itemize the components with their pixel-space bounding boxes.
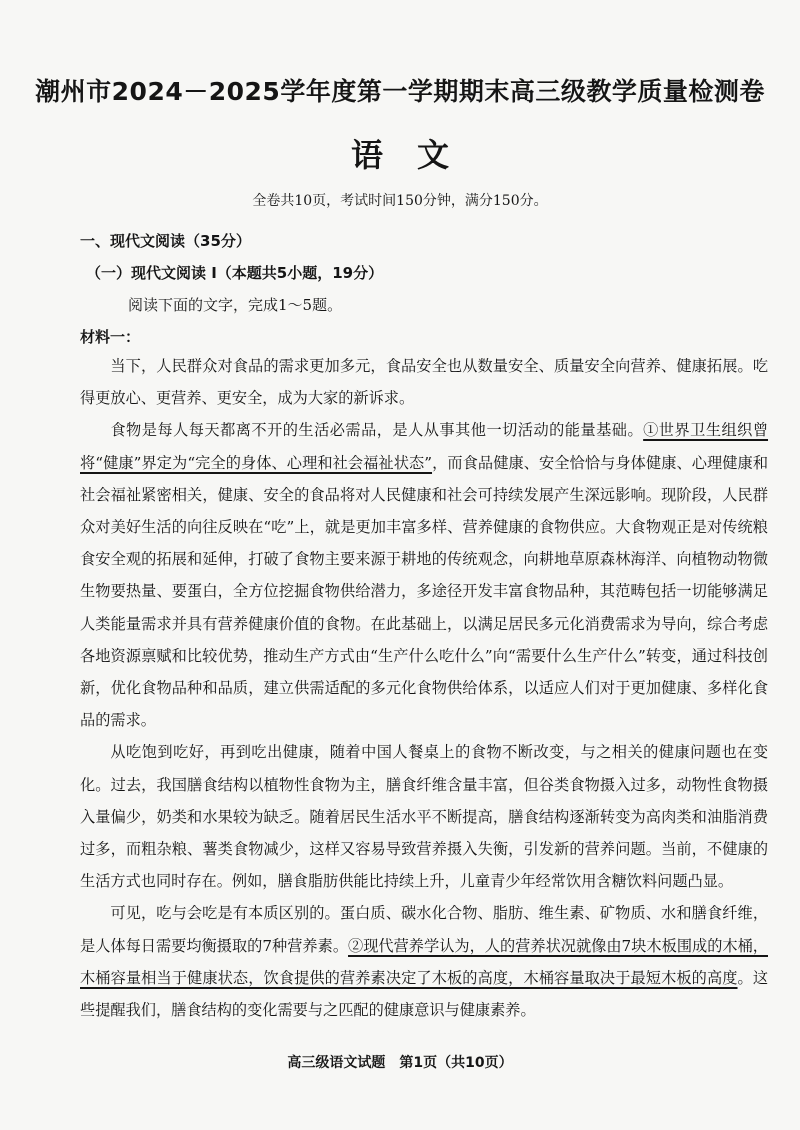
underlined-sentence-2: ②现代营养学认为，人的营养状况就像由7块木板围成的木桶，木桶容量相当于健康状态，饮食提供的营养素决定了木板的高度，木桶容量取决于最短木板的高度 [80, 936, 768, 987]
paragraph-2 [80, 414, 768, 736]
paragraph-1: 当下，人民群众对食品的需求更加多元，食品安全也从数量安全、质量安全向营养、健康拓展。吃得更放心、更营养、更安全，成为大家的新诉求。 [80, 357, 768, 408]
passage-body [80, 350, 768, 1026]
paragraph-4-text-a: 可见，吃与会吃是有本质区别的。蛋白质、碳水化合物、脂肪、维生素、矿物质、水和膳食纤维，是人体每日需要均衡摄取的7种营养素。 [80, 904, 768, 955]
reading-instruction: 阅读下面的文字，完成1～5题。 [128, 296, 343, 314]
subsection-heading: （一）现代文阅读 I（本题共5小题，19分） [86, 264, 384, 282]
paragraph-3: 从吃饱到吃好，再到吃出健康，随着中国人餐桌上的食物不断改变，与之相关的健康问题也在变化。过去，我国膳食结构以植物性食物为主，膳食纤维含量丰富，但谷类食物摄入过多，动物性食物摄入量偏少，奶类和水果较为缺乏。随着居民生活水平不断提高，膳食结构逐渐转变为高肉类和油脂消费过多，而粗杂粮、薯类食物减少，这样又容易导致营养摄入失衡，引发新的营养问题。当前，不健康的生活方式也同时存在。例如，膳食脂肪供能比持续上升，儿童青少年经常饮用含糖饮料问题凸显。 [80, 743, 768, 891]
exam-title: 潮州市2024－2025学年度第一学期期末高三级教学质量检测卷 [35, 77, 765, 106]
subject-title: 语文 [350, 136, 483, 174]
paragraph-2-text-a: 食物是每人每天都离不开的生活必需品，是人从事其他一切活动的能量基础。 [110, 421, 644, 440]
page-footer: 高三级语文试题 第1页（共10页） [287, 1055, 513, 1071]
paragraph-4 [80, 897, 768, 1026]
section-heading: 一、现代文阅读（35分） [80, 232, 251, 250]
material-label: 材料一： [80, 328, 141, 346]
paragraph-2-text-b: ，而食品健康、安全恰恰与身体健康、心理健康和社会福祉紧密相关，健康、安全的食品将对人民健康和社会可持续发展产生深远影响。现阶段，人民群众对美好生活的向往反映在“吃”上，就是更加丰富多样、营养健康的食物供应。大食物观正是对传统粮食安全观的拓展和延伸，打破了食物主要来源于耕地的传统观念，向耕地草原森林海洋、向植物动物微生物要热量、要蛋白，全方位挖掘食物供给潜力，多途径开发丰富食物品种，其范畴包括一切能够满足人类能量需求并具有营养健康价值的食物。在此基础上，以满足居民多元化消费需求为导向，综合考虑各地资源禀赋和比较优势，推动生产方式由“生产什么吃什么”向“需要什么生产什么”转变，通过科技创新，优化食物品种和品质，建立供需适配的多元化食物供给体系，以适应人们对于更加健康、多样化食品的需求。 [80, 453, 769, 730]
exam-info: 全卷共10页，考试时间150分钟，满分150分。 [252, 193, 548, 209]
paragraph-4-text-b: 。这些提醒我们，膳食结构的变化需要与之匹配的健康意识与健康素养。 [80, 968, 769, 1020]
underlined-sentence-1: ①世界卫生组织曾将“健康”界定为“完全的身体、心理和社会福祉状态” [80, 421, 769, 472]
